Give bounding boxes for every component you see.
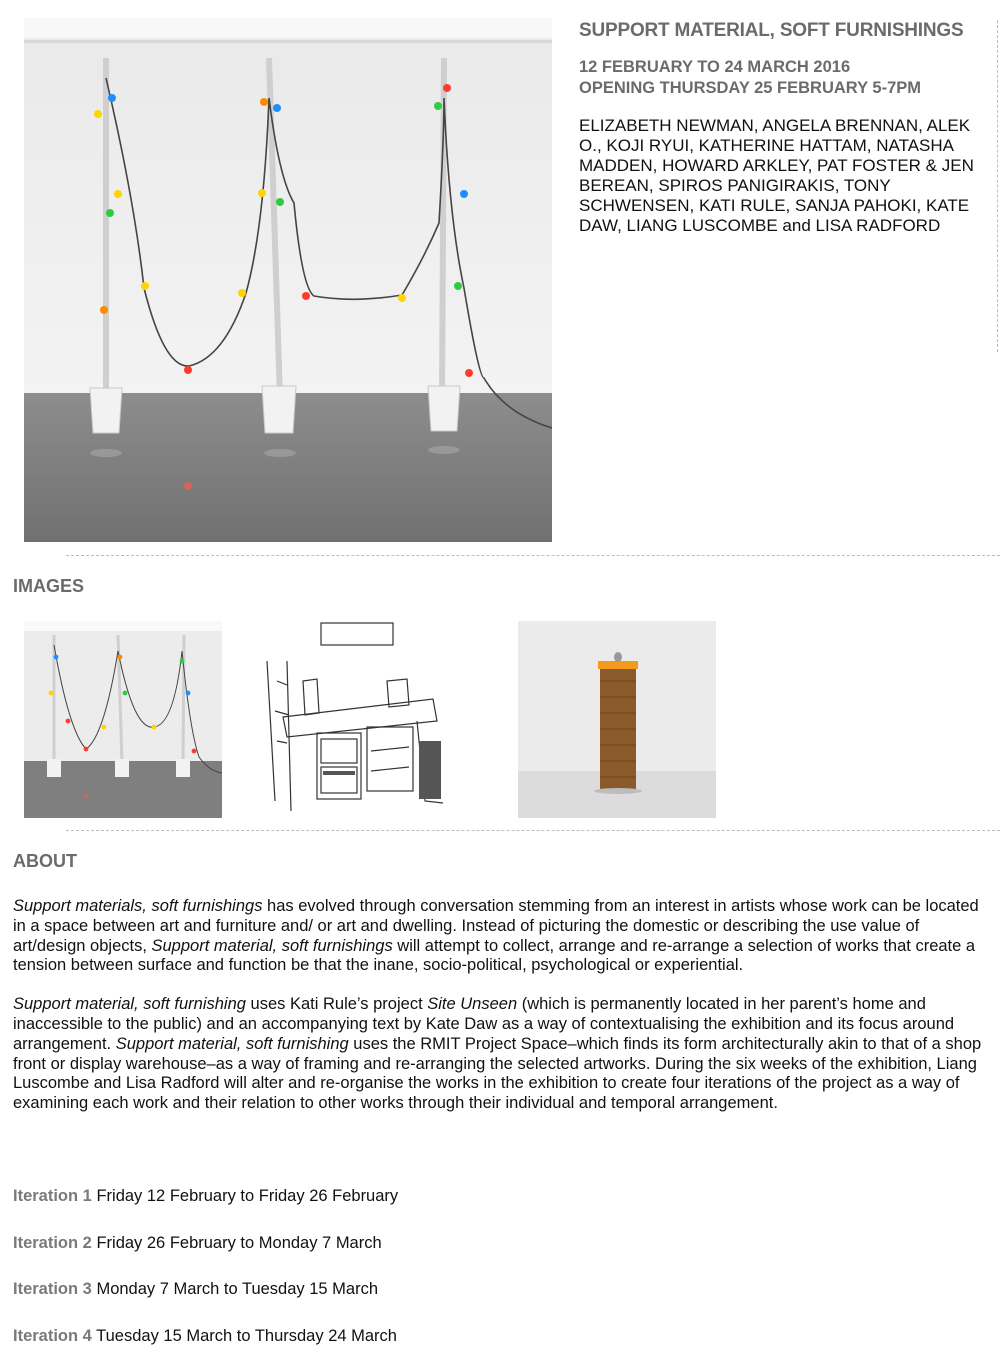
iteration-label: Iteration 3 [13,1280,92,1298]
iteration-label: Iteration 4 [13,1327,92,1345]
iteration-item [13,1185,398,1232]
opening-time: OPENING THURSDAY 25 FEBRUARY 5-7PM [579,78,989,99]
iteration-label: Iteration 2 [13,1234,92,1252]
iteration-item [13,1232,398,1279]
about-paragraph [13,897,991,976]
artist-list [579,116,989,236]
images-heading: IMAGES [13,576,84,597]
thumbnail-installation[interactable] [24,621,222,818]
thumbnail-drawing[interactable] [247,621,445,818]
date-range: 12 FEBRUARY TO 24 MARCH 2016 [579,57,989,78]
hero-installation-image [24,18,552,542]
section-divider [66,830,1000,831]
paragraph-text: uses the RMIT Project Space–which finds its form architecturally akin to that of a shop front or display warehouse–as a way of framing and re-arranging the selected artworks. During the six weeks of the exhibition, Liang Luscombe and Lisa Radford will alter and re-organise the works in the exhibition to create four iterations of the project as a way of examining each work and their relation to other works through their individual and temporal arrangement. [13,1035,981,1112]
title-emphasis: Support material, soft furnishing [13,995,246,1013]
iteration-dates: Friday 12 February to Friday 26 February [96,1187,398,1205]
about-text [13,897,991,1114]
iteration-dates: Friday 26 February to Monday 7 March [96,1234,381,1252]
title-emphasis: Site Unseen [427,995,517,1013]
iteration-label: Iteration 1 [13,1187,92,1205]
artist-names: ELIZABETH NEWMAN, ANGELA BRENNAN, ALEK O., KOJI RYUI, KATHERINE HATTAM, NATASHA MADDEN, HOWARD ARKLEY, PAT FOSTER & JEN BEREAN, SPIROS PANIGIRAKIS, TONY SCHWENSEN, KATI RULE, SANJA PAHOKI, KATE DAW, LIANG LUSCOMBE [579,116,974,235]
exhibition-dates [579,57,989,99]
paragraph-text: (which is permanently located in her parent’s home and inaccessible to the public) and an accompanying text by Kate Daw as a way of contextualising the exhibition and its focus around arrangement. [13,995,954,1053]
exhibition-title: SUPPORT MATERIAL, SOFT FURNISHINGS [579,20,989,42]
exhibition-info [579,20,989,236]
about-paragraph [13,995,991,1114]
title-emphasis: Support material, soft furnishing [116,1035,349,1053]
iteration-item [13,1325,398,1371]
section-divider [66,555,1000,556]
about-heading: ABOUT [13,851,77,872]
iteration-dates: Tuesday 15 March to Thursday 24 March [96,1327,397,1345]
paragraph-text: will attempt to collect, arrange and re-arrange a selection of works that create a tension between surface and function be that the inane, socio-political, psychological or experiential. [13,937,975,975]
artist-last: LISA RADFORD [816,216,941,235]
artist-list-and: and [782,216,810,235]
right-divider [997,20,998,352]
paragraph-text: uses Kati Rule’s project [246,995,427,1013]
title-emphasis: Support materials, soft furnishings [13,897,262,915]
iteration-dates: Monday 7 March to Tuesday 15 March [96,1280,378,1298]
installation-photo [24,18,552,542]
iteration-item [13,1278,398,1325]
iteration-list [13,1185,398,1371]
paragraph-text: has evolved through conversation stemming from an interest in artists whose work can be located in a space between art and furniture and/ or art and dwelling. Instead of picturing the domestic or describing the use value of art/design objects, [13,897,979,955]
title-emphasis: Support material, soft furnishings [152,937,393,955]
thumbnail-sculpture[interactable] [518,621,716,818]
